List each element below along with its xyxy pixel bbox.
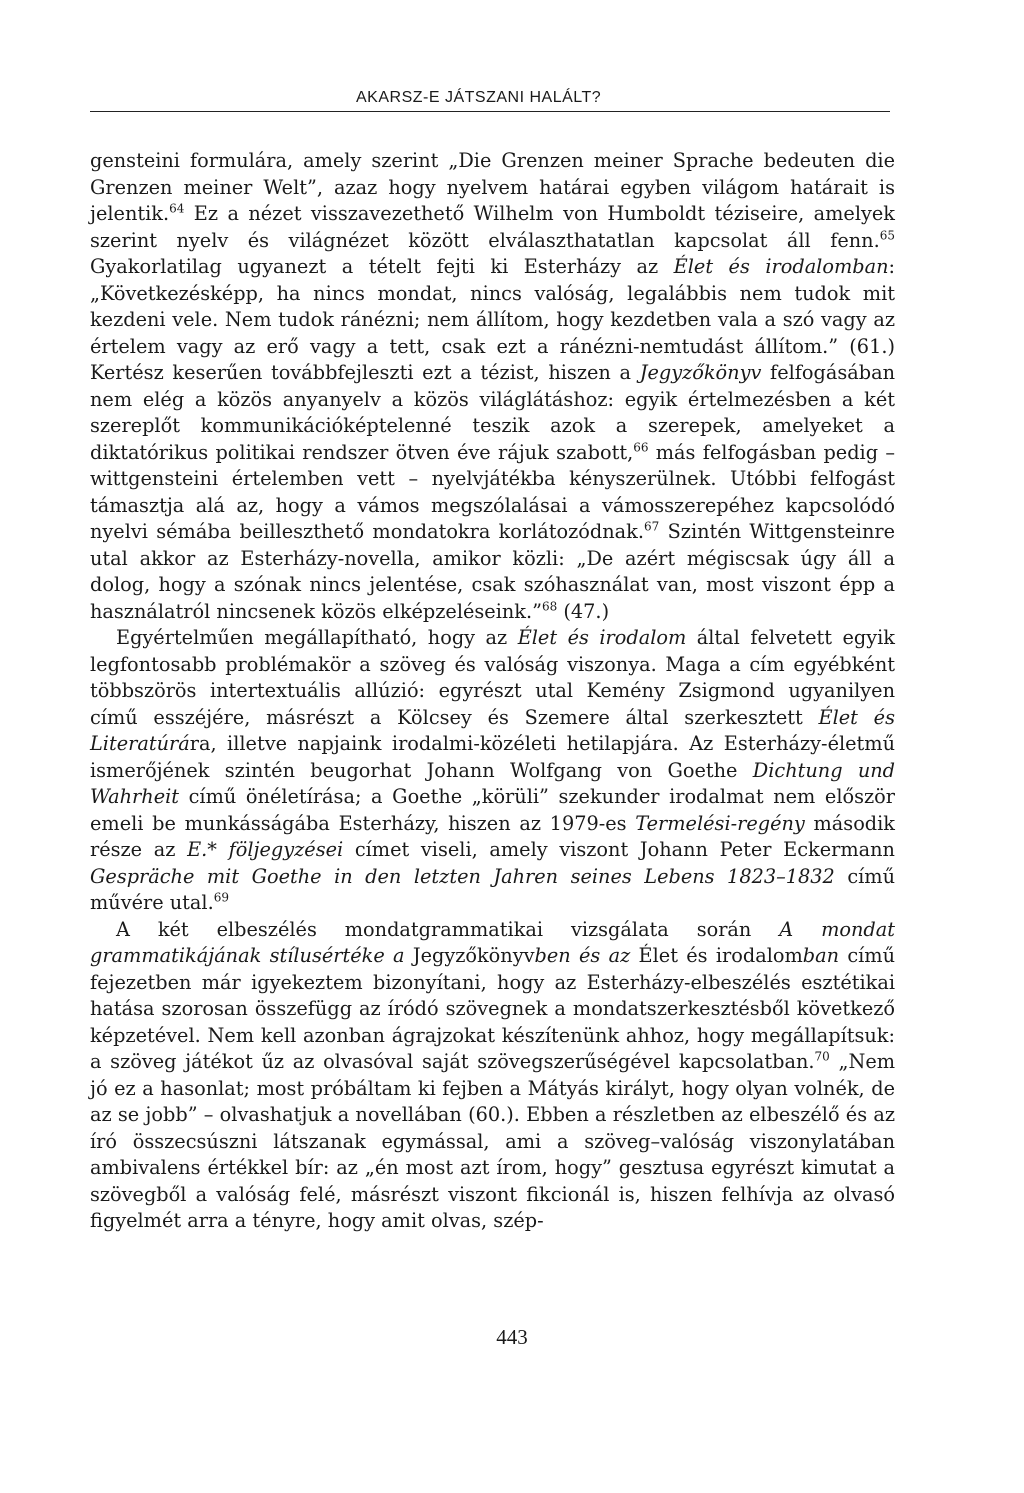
italic-title: Termelési-regény <box>635 811 805 835</box>
text-run: A két elbeszélés mondatgrammatikai vizsgálata során <box>116 917 780 941</box>
italic-title: Gespräche mit Goethe in den letzten Jahren seines Lebens 1823–1832 <box>90 864 835 888</box>
italic-title: A mondat grammatikájának stílusértéke a <box>90 917 895 967</box>
text-run: gensteini formulára, amely szerint „Die Grenzen meiner Sprache bedeuten die Grenzen meiner Welt”, azaz hogy nyelvem határai egyben világom határait is jelentik. <box>90 149 895 225</box>
text-run: című önéletírása; a Goethe „körüli” szekunder irodalmat nem először emeli be munkásságába Esterházy, hiszen az 1979-es <box>90 785 895 835</box>
footnote-ref-64: 64 <box>169 201 185 216</box>
text-run: által felvetett egyik legfontosabb problémakör a szöveg és valóság viszonya. Maga a cím egyébként többszörös intertextuális allúzió: egyrészt utal Kemény Zsigmond ugyanilyen című esszéjére, másrészt a Kölcsey és Szemere által szerkesztett <box>90 626 895 729</box>
italic-title: Élet és Literatúrá <box>90 705 895 755</box>
italic-title: E.* följegyzései <box>187 838 344 861</box>
paragraph-2 <box>90 625 895 917</box>
footnote-ref-70: 70 <box>814 1049 830 1064</box>
running-header <box>90 88 890 112</box>
text-run: más felfogásban pedig – wittgensteini értelemben vett – nyelvjátékba kényszerülnek. Utóbbi felfogást támasztja alá az, hogy a vámos megszólalásai a vámosszerepéhez kapcsolódó nyelvi sémába beilleszthető mondatokra korlátozódnak. <box>90 440 895 543</box>
footnote-ref-66: 66 <box>633 440 649 455</box>
text-run: Élet és irodalom <box>638 944 803 967</box>
text-run: Jegyzőkönyv <box>412 944 535 967</box>
italic-title: Jegyzőkönyv <box>639 361 762 384</box>
footnote-ref-65: 65 <box>879 228 895 243</box>
text-run: címet viseli, amely viszont Johann Peter Eckermann <box>343 838 895 861</box>
text-run: „Nem jó ez a hasonlat; most próbáltam ki fejben a Mátyás királyt, hogy olyan volnék, de az se jobb” – olvashatjuk a novellában (60.). Ebben a részletben az elbeszélő és az író összecsúszni látszanak egymással, ami a szöveg–valóság viszonylatában ambivalens értékkel bír: az „én most azt írom, hogy” gesztusa egyrészt kimutat a szövegből a valóság felé, másrészt viszont fikcionál is, hiszen felhívja az olvasó figyelmét arra a tényre, hogy amit olvas, szép- <box>90 1050 896 1232</box>
page-number: 443 <box>496 1325 528 1349</box>
italic-title: Élet és irodalom <box>517 626 687 649</box>
text-run: felfogásában nem elég a közös anyanyelv a közös világlátáshoz: egyik értelmezésben a két szereplőt kommunikációképtelenné teszik azok a szerepek, amelyeket a diktatórikus politikai rendszer ötven éve rájuk szabott, <box>90 361 895 464</box>
italic-title: ban <box>802 944 840 967</box>
text-run: Egyértelműen megállapítható, hogy az <box>116 626 518 649</box>
italic-title: ben és az <box>534 944 639 967</box>
text-run: Szintén Wittgensteinre utal akkor az Esterházy-novella, amikor közli: „De azért mégiscsak úgy áll a dolog, hogy a szónak nincs jelentése, csak szóhasználat van, most viszont épp a használatról nincsenek közös elképzeléseink.” <box>90 520 895 623</box>
paragraph-1 <box>90 148 895 625</box>
text-run: című fejezetben már igyekeztem bizonyítani, hogy az Esterházy-elbeszélés esztétikai hatása szorosan összefügg az íródó szövegnek a mondatszerkesztésből következő képzetével. Nem kell azonban ágrajzokat készítenünk ahhoz, hogy megállapítsuk: a szöveg játékot űz az olvasóval saját szövegszerűségével kapcsolatban. <box>90 944 895 1073</box>
text-run: című művére utal. <box>90 864 895 914</box>
text-run: (47.) <box>557 599 610 623</box>
text-run: ra, illetve napjaink irodalmi-közéleti hetilapjára. Az Esterházy-életmű ismerőjének szintén beugorhat Johann Wolfgang von Goethe <box>90 732 895 782</box>
text-run: Gyakorlatilag ugyanezt a tételt fejti ki Esterházy az <box>90 255 674 278</box>
italic-title: Dichtung und Wahrheit <box>90 758 896 808</box>
body-text <box>90 148 895 1235</box>
text-run: Ez a nézet visszavezethető Wilhelm von Humboldt téziseire, amelyek szerint nyelv és világnézet között elválaszthatatlan kapcsolat áll fenn. <box>90 202 895 252</box>
text-run: : „Következésképp, ha nincs mondat, nincs valóság, legalábbis nem tudok mit kezdeni vele. Nem tudok ránézni; nem állítom, hogy kezdetben vala a szó vagy az értelem vagy az erő vagy a tett, csak ezt a ránézni-nemtudást állítom.” (61.) Kertész keserűen továbbfejleszti ezt a tézist, hiszen a <box>90 255 896 384</box>
italic-title: Élet és irodalomban <box>673 255 889 278</box>
paragraph-3 <box>90 917 895 1235</box>
text-run: második része az <box>90 811 895 861</box>
footnote-ref-67: 67 <box>644 519 660 534</box>
footnote-ref-68: 68 <box>541 599 558 614</box>
footnote-ref-69: 69 <box>213 890 229 905</box>
running-title: AKARSZ-E JÁTSZANI HALÁLT? <box>356 89 602 106</box>
